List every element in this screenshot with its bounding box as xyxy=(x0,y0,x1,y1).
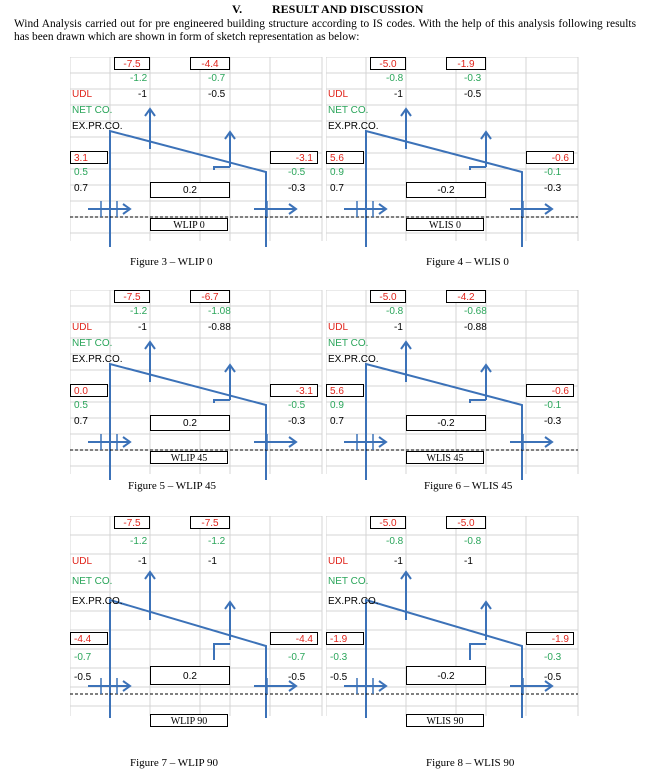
wall-right-expr: -0.3 xyxy=(288,183,306,194)
legend-net: NET CO. xyxy=(328,105,369,116)
wall-left-expr: -0.5 xyxy=(74,672,92,683)
figure-caption: Figure 8 – WLIS 90 xyxy=(426,757,515,769)
roof-left-expr: -1 xyxy=(394,556,403,567)
wall-left-net: 0.9 xyxy=(330,400,344,411)
wall-left-udl: 5.6 xyxy=(326,384,364,397)
internal-pressure-value: -0.2 xyxy=(406,182,486,198)
legend-expr: EX.PR.CO. xyxy=(72,596,123,607)
legend-expr: EX.PR.CO. xyxy=(72,121,123,132)
wall-left-net: -0.7 xyxy=(74,652,92,663)
legend-udl: UDL xyxy=(328,89,349,100)
figure-caption: Figure 5 – WLIP 45 xyxy=(128,480,216,492)
roof-left-expr: -1 xyxy=(138,89,147,100)
roof-right-udl: -7.5 xyxy=(190,516,230,529)
wall-right-expr: -0.5 xyxy=(544,672,562,683)
roof-right-net: -1.08 xyxy=(208,306,231,317)
internal-pressure-value: 0.2 xyxy=(150,666,230,685)
wall-right-expr: -0.3 xyxy=(544,183,562,194)
wall-left-udl: 0.0 xyxy=(70,384,108,397)
roof-left-expr: -1 xyxy=(138,556,147,567)
roof-right-expr: -0.5 xyxy=(208,89,226,100)
load-case-name: WLIS 45 xyxy=(406,451,484,464)
load-case-name: WLIS 0 xyxy=(406,218,484,231)
sketch-canvas xyxy=(70,516,328,732)
wall-right-expr: -0.3 xyxy=(288,416,306,427)
legend-udl: UDL xyxy=(72,556,93,567)
roof-right-udl: -1.9 xyxy=(446,57,486,70)
figure-panel xyxy=(70,290,328,490)
wall-left-net: 0.5 xyxy=(74,167,88,178)
legend-expr: EX.PR.CO. xyxy=(328,354,379,365)
wall-right-net: -0.1 xyxy=(544,400,562,411)
wall-right-net: -0.3 xyxy=(544,652,562,663)
roof-right-udl: -6.7 xyxy=(190,290,230,303)
wall-left-udl: -4.4 xyxy=(70,632,108,645)
roof-right-net: -0.68 xyxy=(464,306,487,317)
portal-frame xyxy=(366,600,522,718)
internal-pressure-line xyxy=(214,644,230,660)
sketch-canvas xyxy=(326,516,584,732)
roof-right-expr: -0.88 xyxy=(464,322,487,333)
roof-right-expr: -1 xyxy=(208,556,217,567)
wall-right-expr: -0.3 xyxy=(544,416,562,427)
roof-left-udl: -5.0 xyxy=(370,290,406,303)
wall-left-udl: 5.6 xyxy=(326,151,364,164)
legend-expr: EX.PR.CO. xyxy=(72,354,123,365)
legend-expr: EX.PR.CO. xyxy=(328,596,379,607)
wall-left-udl: -1.9 xyxy=(326,632,364,645)
wall-left-net: 0.9 xyxy=(330,167,344,178)
roof-right-net: -0.8 xyxy=(464,536,482,547)
wall-left-expr: 0.7 xyxy=(74,416,88,427)
figure-panel xyxy=(70,57,328,257)
section-number: V. xyxy=(232,2,243,16)
internal-pressure-value: -0.2 xyxy=(406,666,486,685)
roof-right-net: -1.2 xyxy=(208,536,226,547)
roof-right-udl: -4.2 xyxy=(446,290,486,303)
wall-right-udl: -0.6 xyxy=(526,384,574,397)
legend-udl: UDL xyxy=(328,556,349,567)
load-case-name: WLIP 90 xyxy=(150,714,228,727)
figure-caption: Figure 6 – WLIS 45 xyxy=(424,480,513,492)
wall-right-net: -0.7 xyxy=(288,652,306,663)
wall-right-net: -0.1 xyxy=(544,167,562,178)
wall-left-expr: -0.5 xyxy=(330,672,348,683)
roof-right-udl: -4.4 xyxy=(190,57,230,70)
roof-left-udl: -7.5 xyxy=(114,57,150,70)
wall-left-expr: 0.7 xyxy=(74,183,88,194)
wall-right-net: -0.5 xyxy=(288,400,306,411)
intro-paragraph: Wind Analysis carried out for pre engineered building structure according to IS codes. With the help of this analysis following results has been drawn which are shown in form of sketch representation as below: xyxy=(14,18,636,43)
roof-left-net: -1.2 xyxy=(130,536,148,547)
figure-panel xyxy=(326,516,584,732)
wall-right-udl: -3.1 xyxy=(270,384,318,397)
roof-left-expr: -1 xyxy=(394,322,403,333)
roof-left-udl: -5.0 xyxy=(370,516,406,529)
roof-left-net: -0.8 xyxy=(386,306,404,317)
roof-right-net: -0.3 xyxy=(464,73,482,84)
figure-caption: Figure 7 – WLIP 90 xyxy=(130,757,218,769)
roof-right-udl: -5.0 xyxy=(446,516,486,529)
legend-udl: UDL xyxy=(328,322,349,333)
roof-right-expr: -0.88 xyxy=(208,322,231,333)
roof-right-net: -0.7 xyxy=(208,73,226,84)
roof-left-udl: -7.5 xyxy=(114,290,150,303)
internal-pressure-line xyxy=(470,644,486,660)
wall-left-net: 0.5 xyxy=(74,400,88,411)
wall-left-udl: 3.1 xyxy=(70,151,108,164)
roof-left-expr: -1 xyxy=(138,322,147,333)
legend-net: NET CO. xyxy=(72,105,113,116)
legend-net: NET CO. xyxy=(72,338,113,349)
wall-right-udl: -3.1 xyxy=(270,151,318,164)
roof-left-udl: -5.0 xyxy=(370,57,406,70)
section-title: RESULT AND DISCUSSION xyxy=(272,2,424,16)
figure-caption: Figure 4 – WLIS 0 xyxy=(426,256,509,268)
roof-right-expr: -1 xyxy=(464,556,473,567)
wall-right-net: -0.5 xyxy=(288,167,306,178)
load-case-name: WLIP 0 xyxy=(150,218,228,231)
wall-left-expr: 0.7 xyxy=(330,416,344,427)
roof-left-expr: -1 xyxy=(394,89,403,100)
internal-pressure-value: 0.2 xyxy=(150,415,230,431)
roof-right-expr: -0.5 xyxy=(464,89,482,100)
legend-net: NET CO. xyxy=(72,576,113,587)
internal-pressure-value: -0.2 xyxy=(406,415,486,431)
wall-right-expr: -0.5 xyxy=(288,672,306,683)
portal-frame xyxy=(110,600,266,718)
figure-panel xyxy=(70,516,328,732)
legend-net: NET CO. xyxy=(328,576,369,587)
internal-pressure-value: 0.2 xyxy=(150,182,230,198)
figure-caption: Figure 3 – WLIP 0 xyxy=(130,256,213,268)
legend-udl: UDL xyxy=(72,322,93,333)
roof-left-net: -1.2 xyxy=(130,306,148,317)
legend-net: NET CO. xyxy=(328,338,369,349)
figure-panel xyxy=(326,290,584,490)
figure-panel xyxy=(326,57,584,257)
wall-right-udl: -1.9 xyxy=(526,632,574,645)
wall-left-net: -0.3 xyxy=(330,652,348,663)
load-case-name: WLIS 90 xyxy=(406,714,484,727)
roof-left-net: -0.8 xyxy=(386,73,404,84)
roof-left-udl: -7.5 xyxy=(114,516,150,529)
legend-expr: EX.PR.CO. xyxy=(328,121,379,132)
wall-left-expr: 0.7 xyxy=(330,183,344,194)
wall-right-udl: -4.4 xyxy=(270,632,318,645)
roof-left-net: -0.8 xyxy=(386,536,404,547)
load-case-name: WLIP 45 xyxy=(150,451,228,464)
wall-right-udl: -0.6 xyxy=(526,151,574,164)
legend-udl: UDL xyxy=(72,89,93,100)
roof-left-net: -1.2 xyxy=(130,73,148,84)
